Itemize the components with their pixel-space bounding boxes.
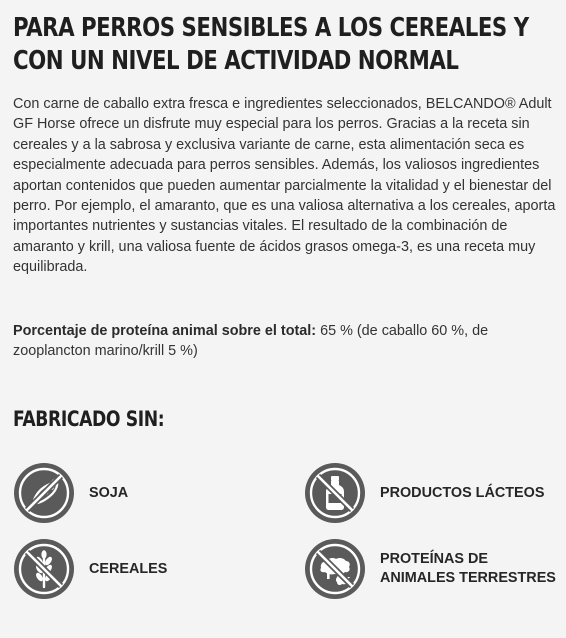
farm-animals-crossed-icon bbox=[304, 538, 366, 600]
feature-item-cereals bbox=[13, 538, 167, 600]
product-description: Con carne de caballo extra fresca e ingredientes seleccionados, BELCANDO® Adult GF Horse ofrece un disfrute muy especial para los perros. Gracias a la receta sin cereales y a la sabrosa y exclusiva variante de carne, esta alimentación seca es especialmente adecuada para perros sensibles. Además, los valiosos ingredientes aportan contenidos que pueden aumentar parcialmente la vitalidad y el bienestar del perro. Por ejemplo, el amaranto, que es una valiosa alternativa a los cereales, aporta importantes nutrientes y sustancias vitales. El resultado de la combinación de amaranto y krill, una valiosa fuente de ácidos grasos omega-3, es una receta muy equilibrada. bbox=[13, 96, 556, 276]
soy-crossed-icon bbox=[13, 462, 75, 524]
feature-item-soy bbox=[13, 462, 128, 524]
feature-item-dairy bbox=[304, 462, 544, 524]
page-title: PARA PERROS SENSIBLES A LOS CEREALES Y CON UN NIVEL DE ACTIVIDAD NORMAL bbox=[13, 13, 529, 76]
feature-label-soy: SOJA bbox=[89, 484, 129, 501]
protein-value: 65 % (de caballo 60 %, de zooplancton marino/krill 5 %) bbox=[13, 323, 489, 360]
feature-label-land-animal-protein: PROTEÍNAS DE ANIMALES TERRESTRES bbox=[380, 551, 556, 586]
protein-info bbox=[13, 321, 558, 362]
made-without-list bbox=[13, 462, 558, 612]
content-section bbox=[13, 0, 558, 78]
grain-crossed-icon bbox=[13, 538, 75, 600]
made-without-title: FABRICADO SIN: bbox=[13, 407, 165, 431]
feature-label-cereals: CEREALES bbox=[89, 560, 168, 577]
feature-label-dairy: PRODUCTOS LÁCTEOS bbox=[380, 484, 545, 501]
protein-label: Porcentaje de proteína animal sobre el total: bbox=[13, 323, 317, 339]
feature-item-land-animal-protein bbox=[304, 538, 556, 600]
milk-bottle-crossed-icon bbox=[304, 462, 366, 524]
